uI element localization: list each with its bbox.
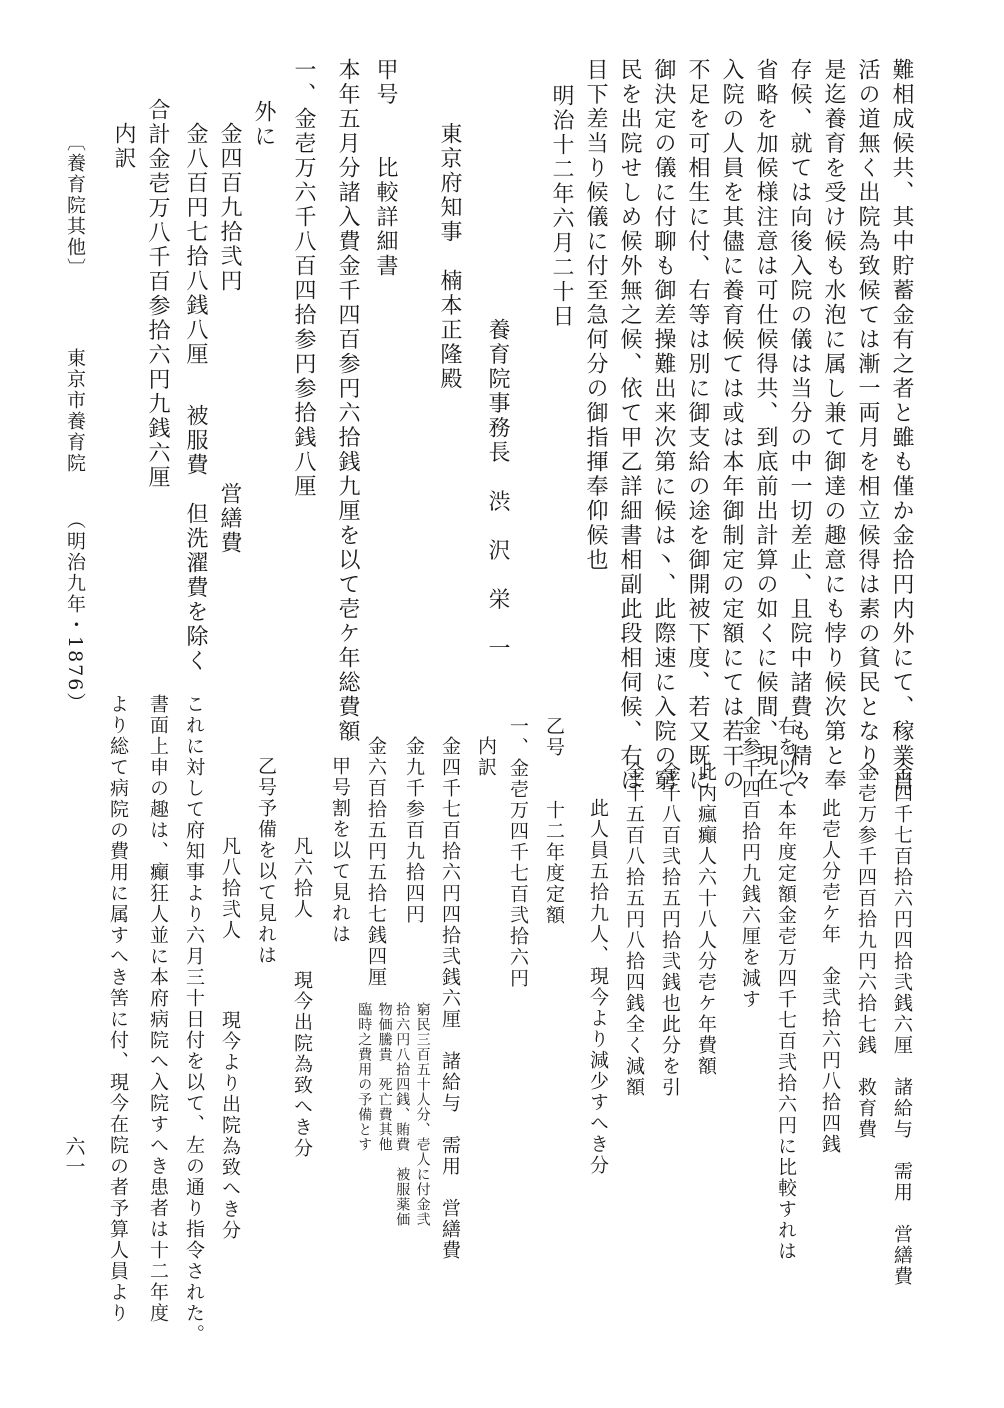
source-year [62, 510, 89, 713]
note-bukka-1: 物価騰貴 死亡費其他 [376, 1002, 393, 1152]
lower-line-19: 乙号予備を以て見れは [255, 756, 277, 966]
upper-line-4: 存候、就ては向後入院の儀は当分の中一切差止、且院中諸費も精々 [787, 58, 812, 793]
upper-line-17: 外に [251, 100, 276, 149]
upper-line-19: 営繕費 [217, 482, 242, 556]
otsu-heading: 乙号 十二年度定額 [543, 716, 565, 926]
lower-line-6: 此内瘋癲人六十八人分壱ケ年費額 [695, 762, 717, 1077]
upper-line-9: 民を出院せしめ候外無之候、依て甲乙詳細書相副此段相伺候、右は [617, 58, 642, 793]
lower-line-4: 右を以て本年度定額金壱万四千七百弐拾六円に比較すれは [775, 716, 797, 1262]
lower-line-20: 凡八拾弐人 [219, 836, 241, 941]
upper-line-8: 御決定の儀に付聊も御差操難出来次第に候は丶、此際速に入院の窮 [651, 58, 676, 793]
lower-line-23: 書面上申の趣は、癲狂人並に本府病院へ入院すへき患者は十二年度 [147, 694, 169, 1324]
upper-line-3: 是迄養育を受け候も水泡に属し兼て御達の趣意にも悖り候次第と奉 [821, 58, 846, 793]
note-kyumin-2: 拾六円八拾四銭、賄費 被服薬価 [394, 1002, 411, 1227]
source-year-text: （明治九年・1876） [64, 510, 86, 714]
lower-line-2: 金壱万参千四百拾九円六拾七銭 救育費 [855, 762, 877, 1140]
lower-line-9: 此人員五拾九人、現今より減少すへき分 [587, 798, 609, 1176]
source-citation [62, 132, 89, 279]
kou-heading: 甲号 比較詳細書 [373, 58, 398, 279]
source-org [62, 348, 89, 474]
page-number: 六一 [62, 1136, 86, 1176]
lower-line-21: 現今より出院為致へき分 [219, 1010, 241, 1241]
upper-line-22: 合計金壱万八千百参拾六円九銭六厘 [145, 98, 170, 490]
lower-line-12: 内訳 [475, 736, 497, 778]
upper-line-23: 内訳 [111, 122, 136, 171]
upper-line-10: 目下差当り候儀に付至急何分の御指揮奉仰候也 [583, 58, 608, 573]
note-kyumin [392, 1002, 433, 1227]
lower-line-17: 凡六拾人 [291, 836, 313, 920]
date-line: 明治十二年六月二十日 [549, 84, 574, 329]
upper-line-5: 省略を加候様注意は可仕候得共、到底前出計算の如くに候間、現在 [753, 58, 778, 793]
upper-line-18: 金四百九拾弐円 [217, 122, 242, 294]
lower-line-13: 金四千七百拾六円四拾弐銭六厘 諸給与 需用 営繕費 [439, 736, 461, 1261]
upper-line-21: 被服費 但洗濯費を除く [183, 404, 208, 674]
addressee-line: 東京府知事 楠本正隆殿 [437, 122, 462, 392]
lower-line-15: 金六百拾五円五拾七銭四厘 [365, 736, 387, 988]
lower-line-3: 此壱人分壱ケ年 金弐拾六円八拾四銭 [819, 798, 841, 1155]
lower-line-11: 一、金壱万四千七百弐拾六円 [507, 716, 529, 989]
source-org-text: 東京市養育院 [64, 348, 86, 474]
note-kyumin-1: 窮民三百五十人分、壱人に付金弐 [414, 1002, 431, 1227]
lower-line-16: 甲号割を以て見れは [329, 756, 351, 945]
lower-line-1: 金四千七百拾六円四拾弐銭六厘 諸給与 需用 営繕費 [891, 762, 913, 1287]
lower-line-5: 金参千四百拾円九銭六厘を減す [739, 716, 761, 1010]
signature-line: 養育院事務長 渋 沢 栄 一 [485, 318, 510, 661]
upper-line-16: 一、金壱万六千八百四拾参円参拾銭八厘 [291, 58, 316, 499]
note-bukka-2: 臨時之費用の予備とす [356, 1002, 373, 1152]
upper-line-20: 金八百円七拾八銭八厘 [183, 122, 208, 367]
upper-line-1: 難相成候共、其中貯蓄金有之者と雖も僅か金拾円内外にて、稼業自 [889, 58, 914, 793]
lower-line-14: 金九千参百九拾四円 [403, 736, 425, 925]
lower-line-18: 現今出院為致へき分 [291, 970, 313, 1159]
source-label: 〔養育院其他〕 [64, 132, 86, 279]
upper-line-7: 不足を可相生に付、右等は別に御支給の途を御開被下度、若又既に [685, 58, 710, 793]
lower-line-24: より総て病院の費用に属すへき筈に付、現今在院の者予算人員より [107, 694, 129, 1324]
upper-line-2: 活の道無く出院為致候ては漸一両月を相立候得は素の貧民となり、 [855, 58, 880, 793]
lower-line-7: 金千八百弐拾五円拾弐銭也此分を引 [659, 762, 681, 1098]
lower-line-8: 金千五百八拾五円八拾四銭全く減額 [623, 762, 645, 1098]
lower-line-22: これに対して府知事より六月三十日付を以て、左の通り指令された。 [183, 694, 205, 1345]
note-bukka [354, 1002, 395, 1152]
upper-line-15: 本年五月分諸入費金千四百参円六拾銭九厘を以て壱ケ年総費額 [335, 58, 360, 744]
upper-line-6: 入院の人員を其儘に養育候ては或は本年御制定の定額にては若干の [719, 58, 744, 793]
